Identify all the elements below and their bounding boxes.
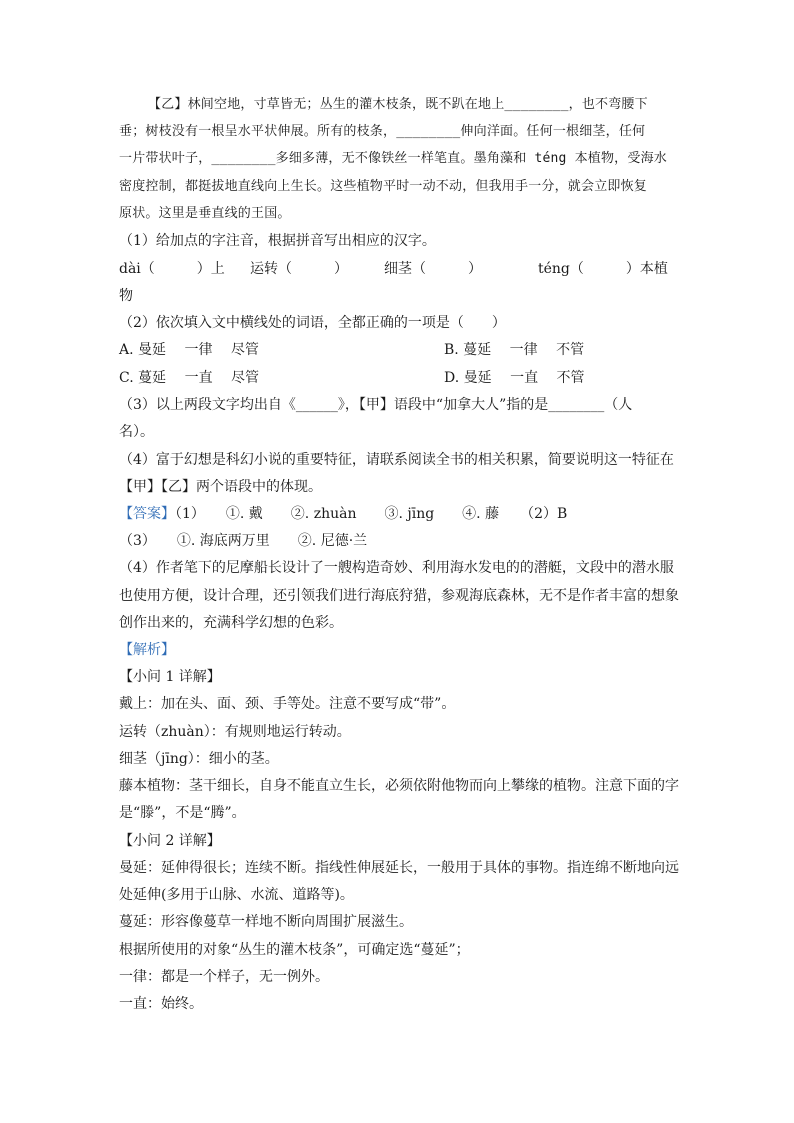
- answer-row-1: [119, 504, 567, 524]
- analysis-2-line-1: 曼延：延伸得很长；连续不断。指线性伸展延长，一般用于具体的事物。指连绵不断地向远: [119, 860, 679, 876]
- passage-line-5: 原状。这里是垂直线的王国。: [119, 206, 291, 221]
- question-2: （2）依次填入文中横线处的词语，全都正确的一项是（ ）: [119, 315, 506, 331]
- analysis-2-line-3: 蔓延：形容像蔓草一样地不断向周围扩展滋生。: [119, 914, 413, 930]
- analysis-1-line-2: 运转（zhuàn）：有规则地运行转动。: [119, 724, 351, 740]
- analysis-1-line-3: 细茎（jīng）：细小的茎。: [119, 751, 279, 767]
- option-d: D. 曼延 一直 不管: [444, 370, 585, 386]
- analysis-1-line-5: 是“滕”，不是“腾”。: [119, 805, 246, 821]
- answer-row-5: 创作出来的，充满科学幻想的色彩。: [119, 615, 343, 631]
- analysis-2-line-5: 一律：都是一个样子，无一例外。: [119, 969, 329, 985]
- answer-row-1-text: （1） ①. 戴 ②. zhuàn ③. jīng ④. 藤 （2）B: [175, 506, 568, 522]
- option-b: B. 蔓延 一律 不管: [444, 342, 585, 358]
- analysis-2-line-6: 一直：始终。: [119, 996, 203, 1012]
- answer-row-4: 也使用方便，设计合理，还引领我们进行海底狩猎，参观海底森林，无不是作者丰富的想象: [119, 588, 679, 604]
- analysis-2-line-4: 根据所使用的对象“丛生的灌木枝条”，可确定选“蔓延”；: [119, 942, 470, 958]
- sub-question-2-heading: 【小问 2 详解】: [119, 833, 221, 849]
- answer-row-2: （3） ①. 海底两万里 ②. 尼德·兰: [119, 533, 368, 549]
- answer-label: 【答案】: [119, 506, 175, 522]
- passage-line-3: 一片带状叶子，________多细多薄，无不像铁丝一样笔直。墨角藻和 téng 本植物，受海水: [119, 151, 667, 166]
- question-3-line-1: （3）以上两段文字均出自《______》，【甲】语段中“加拿大人”指的是________（人: [119, 397, 633, 413]
- option-a: A. 曼延 一律 尽管: [119, 342, 259, 358]
- passage-line-4: 密度控制，都挺拔地直线向上生长。这些植物平时一动不动，但我用手一分，就会立即恢复: [119, 179, 648, 194]
- analysis-1-line-1: 戴上：加在头、面、颈、手等处。注意不要写成“带”。: [119, 696, 456, 712]
- q1-item-1: dài（ ）上: [119, 261, 225, 277]
- q1-item-4: téng（ ）本植: [538, 261, 668, 277]
- q1-item-2: 运转（ ）: [250, 261, 348, 277]
- answer-row-3: （4）作者笔下的尼摩船长设计了一艘构造奇妙、利用海水发电的的潜艇，文段中的潜水服: [119, 560, 674, 576]
- analysis-1-line-4: 藤本植物：茎干细长，自身不能直立生长，必须依附他物而向上攀缘的植物。注意下面的字: [119, 778, 679, 794]
- q1-wrap: 物: [119, 288, 133, 304]
- option-c: C. 蔓延 一直 尽管: [119, 370, 260, 386]
- question-3-line-2: 名）。: [119, 424, 154, 440]
- passage-line-1: 【乙】林间空地，寸草皆无；丛生的灌木枝条，既不趴在地上________，也不弯腰下: [148, 97, 648, 112]
- q1-item-3: 细茎（ ）: [384, 261, 482, 277]
- question-4-line-1: （4）富于幻想是科幻小说的重要特征，请联系阅读全书的相关积累，简要说明这一特征在: [119, 452, 674, 468]
- analysis-label: 【解析】: [119, 642, 175, 658]
- question-4-line-2: 【甲】【乙】两个语段中的体现。: [119, 479, 322, 495]
- passage-line-2: 垂；树枝没有一根呈水平状伸展。所有的枝条，________伸向洋面。任何一根细茎，任何: [119, 124, 646, 139]
- sub-question-1-heading: 【小问 1 详解】: [119, 669, 221, 685]
- analysis-2-line-2: 处延伸(多用于山脉、水流、道路等)。: [119, 887, 354, 903]
- question-1: （1）给加点的字注音，根据拼音写出相应的汉字。: [119, 233, 436, 249]
